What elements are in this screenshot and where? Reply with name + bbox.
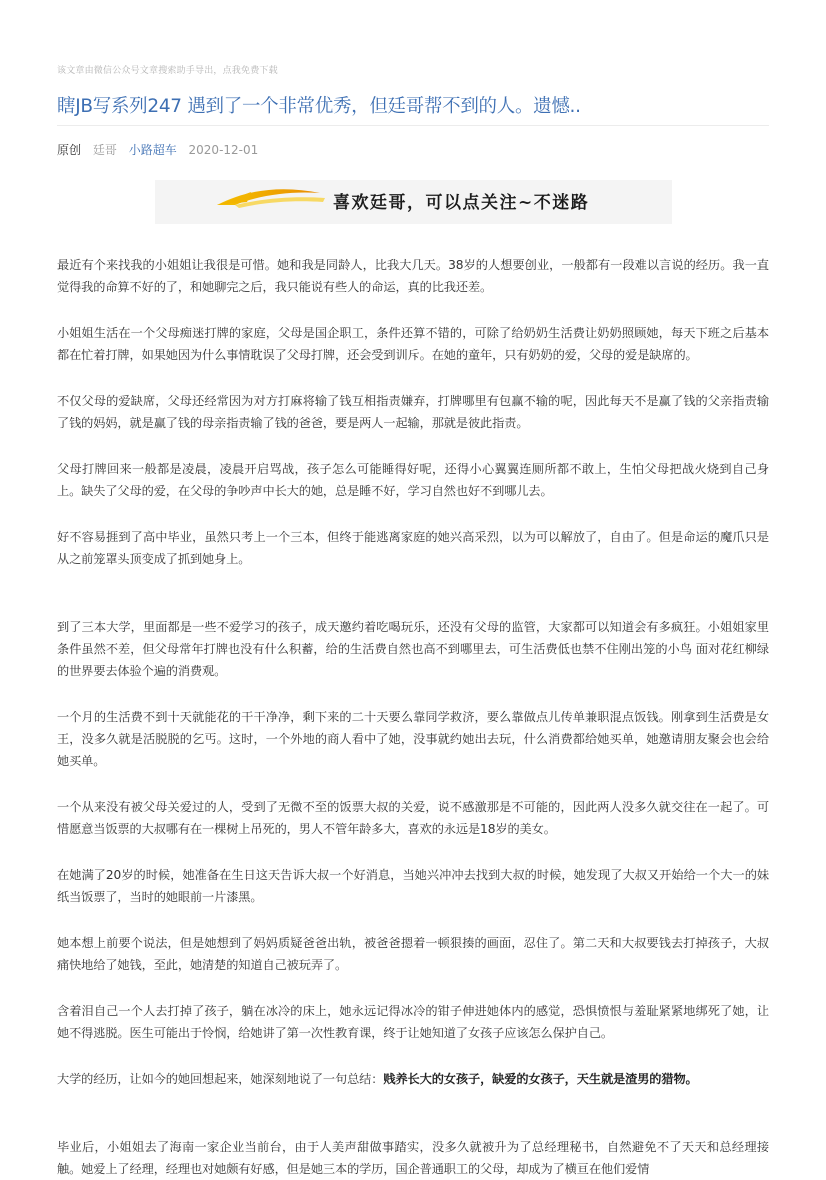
paragraph-3: 不仅父母的爱缺席，父母还经常因为对方打麻将输了钱互相指责嫌弃，打牌哪里有包赢不输的呢，因此每天不是赢了钱的父亲指责输了钱的妈妈，就是赢了钱的母亲指责输了钱的爸爸，要是两人一起输，那就是彼此指责。 (57, 394, 769, 430)
paragraph-7: 一个月的生活费不到十天就能花的干干净净，剩下来的二十天要么靠同学救济，要么靠做点儿传单兼职混点饭钱。刚拿到生活费是女王，没多久就是活脱脱的乞丐。这时，一个外地的商人看中了她，没事就约她出去玩，什么消费都给她买单，她邀请朋友聚会也会给她买单。 (57, 710, 769, 768)
paragraph-10: 她本想上前要个说法，但是她想到了妈妈质疑爸爸出轨，被爸爸摁着一顿狠揍的画面，忍住了。第二天和大叔要钱去打掉孩子，大叔痛快地给了她钱，至此，她清楚的知道自己被玩弄了。 (57, 936, 769, 972)
paragraph-11: 含着泪自己一个人去打掉了孩子，躺在冰冷的床上，她永远记得冰冷的钳子伸进她体内的感觉，恐惧愤恨与羞耻紧紧地绑死了她，让她不得逃脱。医生可能出于怜悯，给她讲了第一次性教育课，终于让她知道了女孩子应该怎么保护自己。 (57, 1004, 769, 1040)
follow-banner (155, 180, 672, 224)
account-link[interactable]: 小路超车 (128, 143, 177, 157)
article-body (57, 254, 769, 1180)
paragraph-5: 好不容易捱到了高中毕业，虽然只考上一个三本，但终于能逃离家庭的她兴高采烈，以为可以解放了，自由了。但是命运的魔爪只是从之前笼罩头顶变成了抓到她身上。 (57, 530, 769, 566)
publish-date: 2020-12-01 (188, 143, 259, 157)
paragraph-12 (57, 1068, 769, 1090)
paragraph-8: 一个从来没有被父母关爱过的人，受到了无微不至的饭票大叔的关爱，说不感激那是不可能的，因此两人没多久就交往在一起了。可惜愿意当饭票的大叔哪有在一棵树上吊死的，男人不管年龄多大，喜欢的永远是18岁的美女。 (57, 800, 769, 836)
author-name: 廷哥 (92, 143, 117, 157)
summary-lead: 大学的经历，让如今的她回想起来，她深刻地说了一句总结： (57, 1072, 384, 1086)
paragraph-2: 小姐姐生活在一个父母痴迷打牌的家庭，父母是国企职工，条件还算不错的，可除了给奶奶生活费让奶奶照顾她，每天下班之后基本都在忙着打牌，如果她因为什么事情耽误了父母打牌，还会受到训斥。在她的童年，只有奶奶的爱，父母的爱是缺席的。 (57, 326, 769, 362)
paragraph-9: 在她满了20岁的时候，她准备在生日这天告诉大叔一个好消息，当她兴冲冲去找到大叔的时候，她发现了大叔又开始给一个大一的妹纸当饭票了，当时的她眼前一片漆黑。 (57, 868, 769, 904)
title-divider (57, 125, 769, 126)
export-notice-link[interactable]: 该文章由微信公众号文章搜索助手导出，点我免费下载 (57, 66, 278, 76)
original-badge: 原创 (57, 143, 82, 157)
paragraph-6: 到了三本大学，里面都是一些不爱学习的孩子，成天邀约着吃喝玩乐，还没有父母的监管，大家都可以知道会有多疯狂。小姐姐家里条件虽然不差，但父母常年打牌也没有什么积蓄，给的生活费自然也高不到哪里去，可生活费低也禁不住刚出笼的小鸟 面对花红柳绿的世界要去体验个遍的消费观。 (57, 620, 769, 678)
paragraph-13: 毕业后，小姐姐去了海南一家企业当前台，由于人美声甜做事踏实，没多久就被升为了总经理秘书，自然避免不了天天和总经理接触。她爱上了经理，经理也对她颇有好感，但是她三本的学历，国企普通职工的父母，却成为了横亘在他们爱情 (57, 1140, 769, 1176)
summary-emphasis: 贱养长大的女孩子，缺爱的女孩子，天生就是渣男的猎物。 (383, 1072, 698, 1086)
paragraph-1: 最近有个来找我的小姐姐让我很是可惜。她和我是同龄人，比我大几天。38岁的人想要创业，一般都有一段难以言说的经历。我一直觉得我的命算不好的了，和她聊完之后，我只能说有些人的命运，真的比我还差。 (57, 258, 769, 294)
banner-text: 喜欢廷哥，可以点关注~不迷路 (333, 193, 590, 213)
article-title: 瞎JB写系列247 遇到了一个非常优秀，但廷哥帮不到的人。遗憾.. (57, 96, 581, 117)
article-meta (57, 141, 266, 158)
paragraph-4: 父母打牌回来一般都是凌晨，凌晨开启骂战，孩子怎么可能睡得好呢，还得小心翼翼连厕所都不敢上，生怕父母把战火烧到自己身上。缺失了父母的爱，在父母的争吵声中长大的她，总是睡不好，学习自然也好不到哪儿去。 (57, 462, 769, 498)
